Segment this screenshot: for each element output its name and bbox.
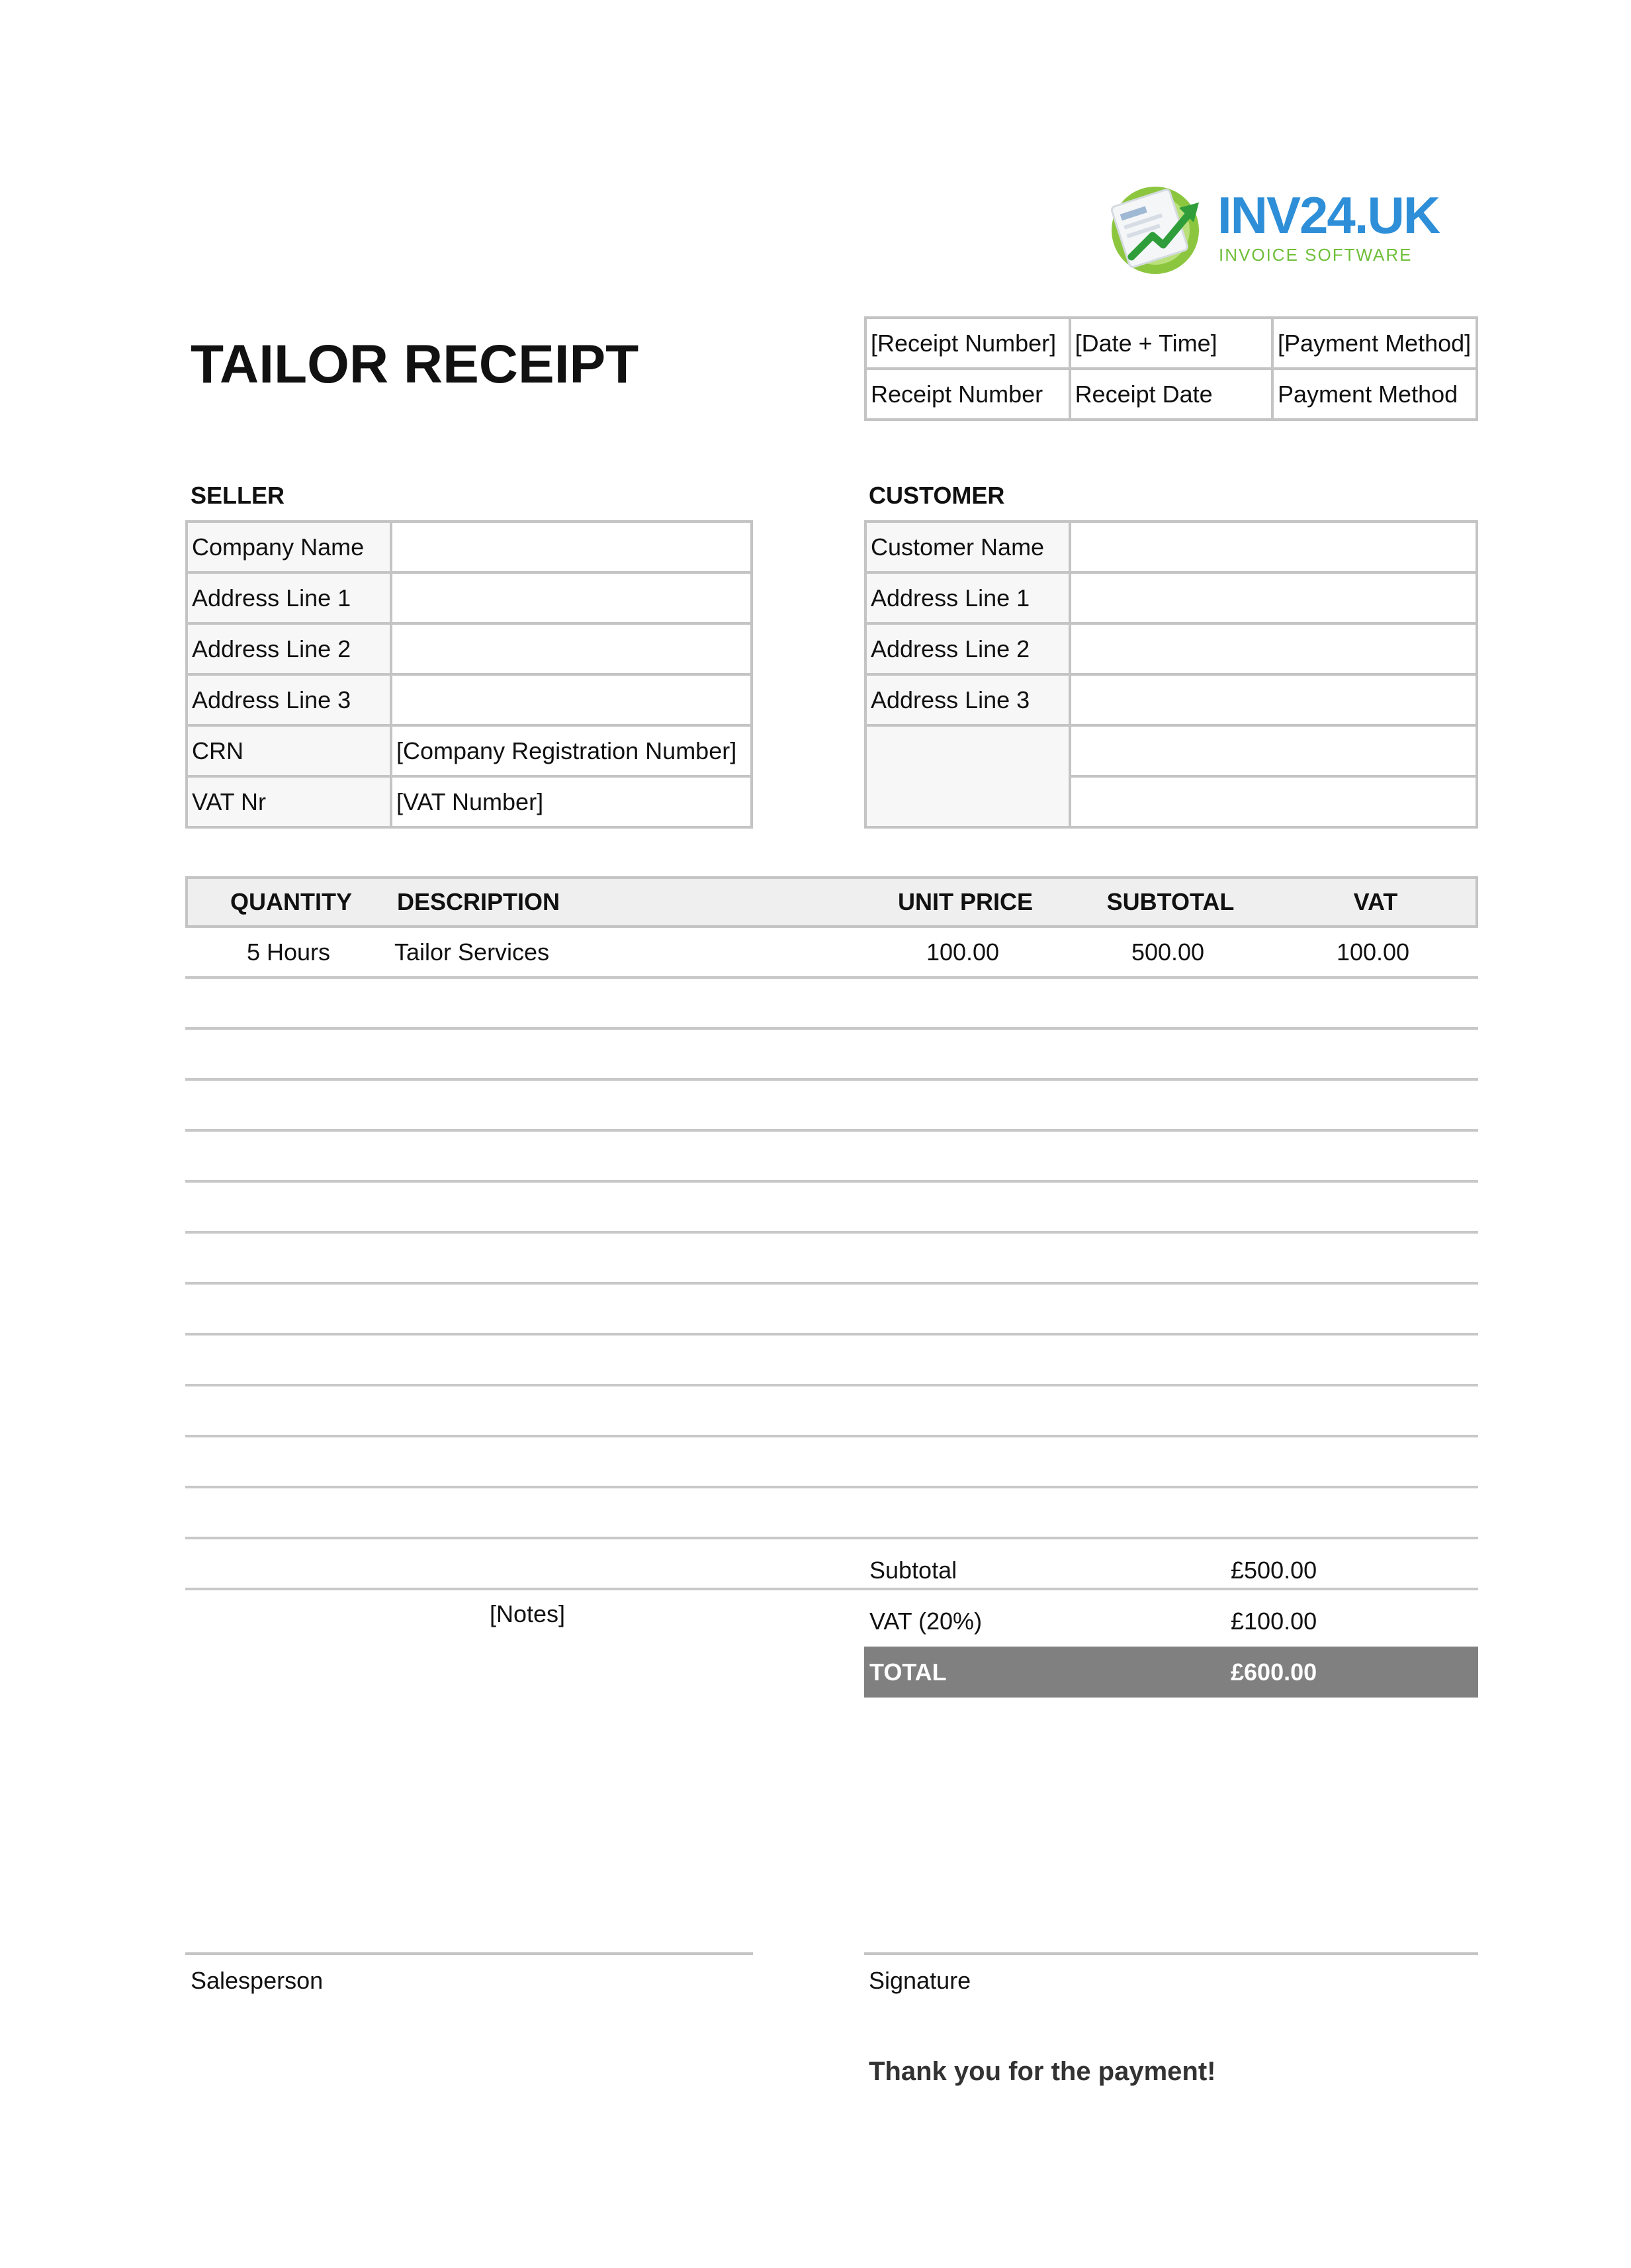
customer-address2-field[interactable] bbox=[1070, 623, 1477, 674]
seller-row bbox=[187, 572, 752, 623]
salesperson-signature-line bbox=[185, 1952, 753, 1955]
header-description: DESCRIPTION bbox=[397, 888, 560, 915]
customer-table bbox=[864, 520, 1478, 829]
receipt-number-label: Receipt Number bbox=[865, 369, 1070, 420]
vat-label: VAT (20%) bbox=[869, 1607, 983, 1635]
seller-vat-label: VAT Nr bbox=[187, 776, 391, 827]
meta-row-labels bbox=[865, 369, 1477, 420]
table-row[interactable] bbox=[185, 1336, 1478, 1386]
seller-row bbox=[187, 522, 752, 572]
subtotal-row bbox=[864, 1545, 1478, 1596]
seller-row bbox=[187, 674, 752, 725]
customer-address2-label: Address Line 2 bbox=[865, 623, 1070, 674]
customer-row bbox=[865, 522, 1477, 572]
seller-crn-field[interactable]: [Company Registration Number] bbox=[391, 725, 752, 776]
seller-address1-field[interactable] bbox=[391, 572, 752, 623]
total-label: TOTAL bbox=[869, 1658, 947, 1686]
seller-vat-field[interactable]: [VAT Number] bbox=[391, 776, 752, 827]
seller-row bbox=[187, 623, 752, 674]
table-row[interactable] bbox=[185, 979, 1478, 1030]
table-row[interactable] bbox=[185, 1030, 1478, 1081]
salesperson-label: Salesperson bbox=[191, 1967, 324, 1994]
logo-emblem-icon bbox=[1105, 179, 1211, 278]
receipt-number-field[interactable]: [Receipt Number] bbox=[865, 318, 1070, 369]
seller-address2-label: Address Line 2 bbox=[187, 623, 391, 674]
table-row[interactable] bbox=[185, 1132, 1478, 1183]
table-row[interactable] bbox=[185, 1437, 1478, 1488]
header-unit-price: UNIT PRICE bbox=[897, 888, 1033, 915]
payment-method-label: Payment Method bbox=[1272, 369, 1477, 420]
table-row[interactable] bbox=[185, 1488, 1478, 1539]
subtotal-label: Subtotal bbox=[869, 1556, 957, 1584]
customer-row bbox=[865, 572, 1477, 623]
item-quantity: 5 Hours bbox=[246, 938, 331, 966]
seller-crn-label: CRN bbox=[187, 725, 391, 776]
table-row[interactable] bbox=[185, 1081, 1478, 1132]
customer-extra-field-2[interactable] bbox=[1070, 776, 1477, 827]
notes-field[interactable]: [Notes] bbox=[490, 1600, 566, 1627]
seller-row bbox=[187, 776, 752, 827]
customer-address3-label: Address Line 3 bbox=[865, 674, 1070, 725]
customer-row bbox=[865, 623, 1477, 674]
customer-name-label: Customer Name bbox=[865, 522, 1070, 572]
table-row[interactable] bbox=[185, 1183, 1478, 1234]
table-row[interactable] bbox=[185, 1285, 1478, 1336]
customer-address1-label: Address Line 1 bbox=[865, 572, 1070, 623]
seller-row bbox=[187, 725, 752, 776]
meta-row-values bbox=[865, 318, 1477, 369]
table-row[interactable] bbox=[185, 1234, 1478, 1285]
payment-method-field[interactable]: [Payment Method] bbox=[1272, 318, 1477, 369]
seller-address1-label: Address Line 1 bbox=[187, 572, 391, 623]
items-table-header bbox=[185, 876, 1478, 928]
item-unit-price: 100.00 bbox=[926, 938, 1000, 966]
seller-heading: SELLER bbox=[191, 482, 285, 509]
vat-row bbox=[864, 1596, 1478, 1647]
receipt-date-label: Receipt Date bbox=[1070, 369, 1272, 420]
page-title: TAILOR RECEIPT bbox=[191, 334, 639, 394]
seller-company-field[interactable] bbox=[391, 522, 752, 572]
item-vat: 100.00 bbox=[1336, 938, 1410, 966]
customer-extra-label bbox=[865, 725, 1070, 827]
item-subtotal: 500.00 bbox=[1131, 938, 1205, 966]
logo-subtext: INVOICE SOFTWARE bbox=[1219, 245, 1413, 265]
seller-company-label: Company Name bbox=[187, 522, 391, 572]
customer-extra-field-1[interactable] bbox=[1070, 725, 1477, 776]
header-vat: VAT bbox=[1353, 888, 1398, 915]
brand-logo bbox=[1105, 177, 1440, 283]
table-row[interactable] bbox=[185, 928, 1478, 979]
thank-you-message: Thank you for the payment! bbox=[869, 2057, 1216, 2086]
header-quantity: QUANTITY bbox=[230, 888, 352, 915]
item-description: Tailor Services bbox=[394, 938, 550, 966]
total-row bbox=[864, 1647, 1478, 1698]
seller-table bbox=[185, 520, 753, 829]
customer-address3-field[interactable] bbox=[1070, 674, 1477, 725]
signature-label: Signature bbox=[869, 1967, 971, 1994]
customer-address1-field[interactable] bbox=[1070, 572, 1477, 623]
vat-value: £100.00 bbox=[1231, 1607, 1317, 1635]
subtotal-value: £500.00 bbox=[1231, 1556, 1317, 1584]
logo-text: INV24.UK bbox=[1217, 186, 1440, 244]
seller-address3-field[interactable] bbox=[391, 674, 752, 725]
seller-address3-label: Address Line 3 bbox=[187, 674, 391, 725]
customer-row bbox=[865, 674, 1477, 725]
customer-name-field[interactable] bbox=[1070, 522, 1477, 572]
table-row[interactable] bbox=[185, 1386, 1478, 1437]
customer-heading: CUSTOMER bbox=[869, 482, 1005, 509]
customer-row bbox=[865, 725, 1477, 776]
total-value: £600.00 bbox=[1231, 1658, 1317, 1686]
receipt-meta-table bbox=[864, 316, 1478, 421]
date-time-field[interactable]: [Date + Time] bbox=[1070, 318, 1272, 369]
header-subtotal: SUBTOTAL bbox=[1106, 888, 1235, 915]
customer-signature-line bbox=[864, 1952, 1478, 1955]
seller-address2-field[interactable] bbox=[391, 623, 752, 674]
